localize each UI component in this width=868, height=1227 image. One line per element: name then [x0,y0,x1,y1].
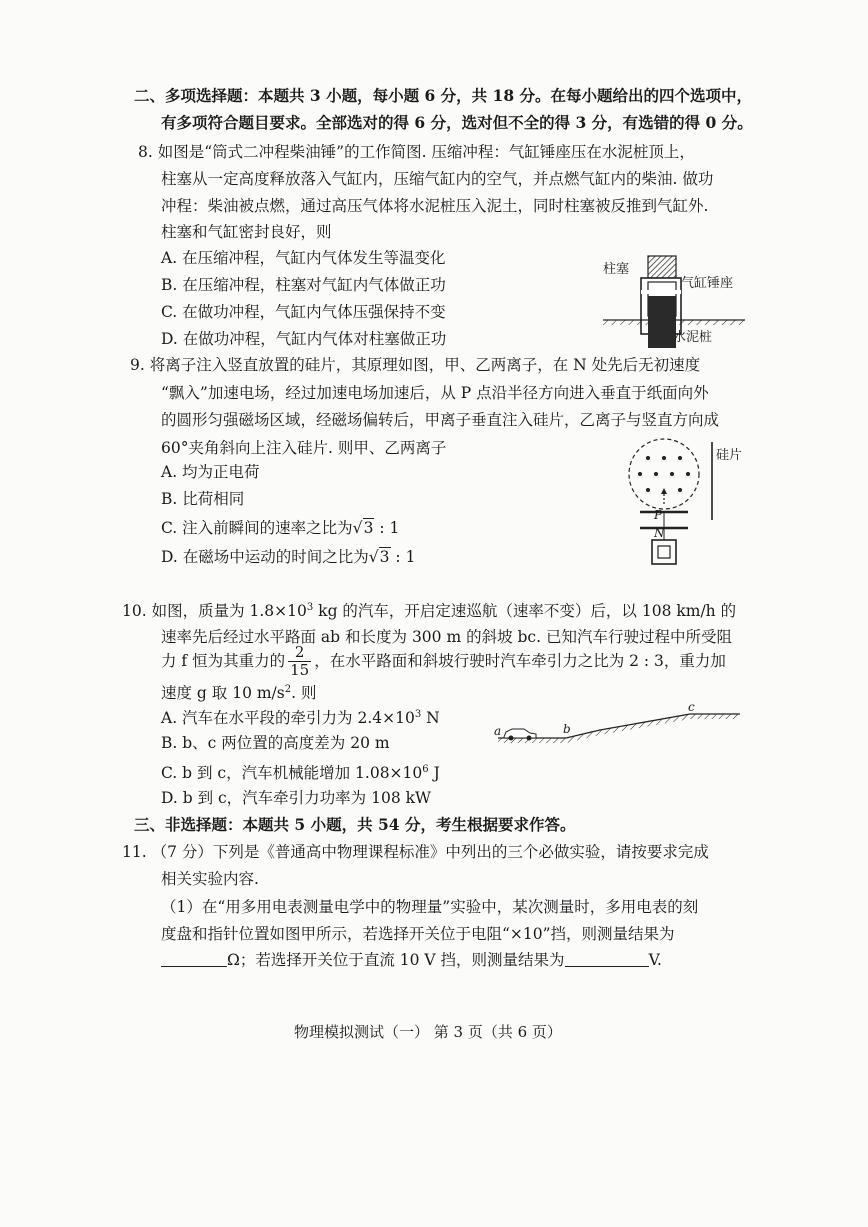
q9-line4: 60°夹角斜向上注入硅片. 则甲、乙两离子 [161,439,447,457]
q9-label-p: P [654,508,663,522]
q11-line3: （1）在“用多用电表测量电学中的物理量”实验中，某次测量时，多用电表的刻 [161,898,699,916]
q10-label-a: a [494,724,502,738]
q8-line2: 柱塞从一定高度释放落入气缸内，压缩气缸内的空气，并点燃气缸内的柴油. 做功 [161,170,714,188]
q10-option-d[interactable]: D. b 到 c，汽车牵引力功率为 108 kW [161,789,431,807]
q9-label-n: N [654,526,665,540]
q10-fraction: $\frac{2}{15}$ [290,643,310,679]
q10-option-b[interactable]: B. b、c 两位置的高度差为 20 m [161,734,390,752]
section-3-heading: 三、非选择题：本题共 5 小题，共 54 分，考生根据要求作答。 [134,815,576,834]
q9-option-a[interactable]: A. 均为正电荷 [161,463,260,481]
q8-label-plunger: 柱塞 [603,262,630,277]
q10-line3: 力 f 恒为其重力的 $\frac{2}{15}$ ，在水平路面和斜坡行驶时汽车牵引力之比为 2 : 3，重力加 [161,643,726,679]
q11-line1: 11. （7 分）下列是《普通高中物理课程标准》中列出的三个必做实验，请按要求完成 [122,843,709,861]
q10-option-a[interactable]: A. 汽车在水平段的牵引力为 $2.4\times 10^3$ N [161,709,440,727]
q10-label-b: b [563,722,571,736]
q8-option-d[interactable]: D. 在做功冲程，气缸内气体对柱塞做正功 [161,330,447,348]
q10-line1: 10. 如图，质量为 $1.8\times 10^3$ kg 的汽车，开启定速巡航（速率不变）后，以 108 km/h 的 [122,602,737,620]
q11-blank-resistance[interactable] [161,951,227,967]
q11-line2: 相关实验内容. [161,870,259,888]
q9-ion-implant-figure [618,436,748,576]
q10-road-figure [490,700,745,748]
q9-line1: 9. 将离子注入竖直放置的硅片，其原理如图，甲、乙两离子，在 N 处先后无初速度 [130,356,701,374]
q8-line1: 8. 如图是“筒式二冲程柴油锤”的工作简图. 压缩冲程：气缸锤座压在水泥桩顶上， [138,143,695,161]
q8-option-b[interactable]: B. 在压缩冲程，柱塞对气缸内气体做正功 [161,276,446,294]
section-2-heading-line2: 有多项符合题目要求。全部选对的得 6 分，选对但不全的得 3 分，有选错的得 0 分。 [161,113,753,132]
page-footer: 物理模拟测试（一） 第 3 页（共 6 页） [294,1023,562,1041]
q9-line2: “飘入”加速电场，经过加速电场加速后，从 P 点沿半径方向进入垂直于纸面向外 [161,384,709,402]
q10-label-c: c [688,700,695,714]
q10-diagram-svg [490,700,745,748]
q10-line2: 速率先后经过水平路面 ab 和长度为 300 m 的斜坡 bc. 已知汽车行驶过程中所受阻 [161,628,732,646]
q9-line3: 的圆形匀强磁场区域，经磁场偏转后，甲离子垂直注入硅片，乙离子与竖直方向成 [161,411,720,429]
section-2-heading-line1: 二、多项选择题：本题共 3 小题，每小题 6 分，共 18 分。在每小题给出的四个选项中， [134,86,753,105]
q8-diesel-hammer-figure [595,248,755,348]
q11-line5: Ω；若选择开关位于直流 10 V 挡，则测量结果为 V. [161,950,662,970]
q9-label-wafer: 硅片 [716,448,743,463]
q8-line3: 冲程：柴油被点燃，通过高压气体将水泥桩压入泥土，同时柱塞被反推到气缸外. [161,197,709,215]
q9-option-b[interactable]: B. 比荷相同 [161,490,245,508]
cement-pile-shape [648,296,676,348]
plunger-shape [648,256,676,278]
q8-label-pile: 水泥桩 [673,330,713,345]
q11-blank-voltage[interactable] [565,951,649,967]
q9-option-d[interactable]: D. 在磁场中运动的时间之比为√3 : 1 [161,548,416,566]
q8-label-seat: 气缸锤座 [681,276,734,291]
q10-line4: 速度 g 取 10 $m/s^2$. 则 [161,684,317,702]
q9-option-c[interactable]: C. 注入前瞬间的速率之比为√3 : 1 [161,519,400,537]
q10-option-c[interactable]: C. b 到 c，汽车机械能增加 $1.08\times 10^6$ J [161,764,440,782]
q8-line4: 柱塞和气缸密封良好，则 [161,223,332,241]
q11-line4: 度盘和指针位置如图甲所示，若选择开关位于电阻“×10”挡，则测量结果为 [161,925,675,943]
field-dots [638,456,690,492]
q8-option-a[interactable]: A. 在压缩冲程，气缸内气体发生等温变化 [161,249,446,267]
q8-option-c[interactable]: C. 在做功冲程，气缸内气体压强保持不变 [161,303,446,321]
